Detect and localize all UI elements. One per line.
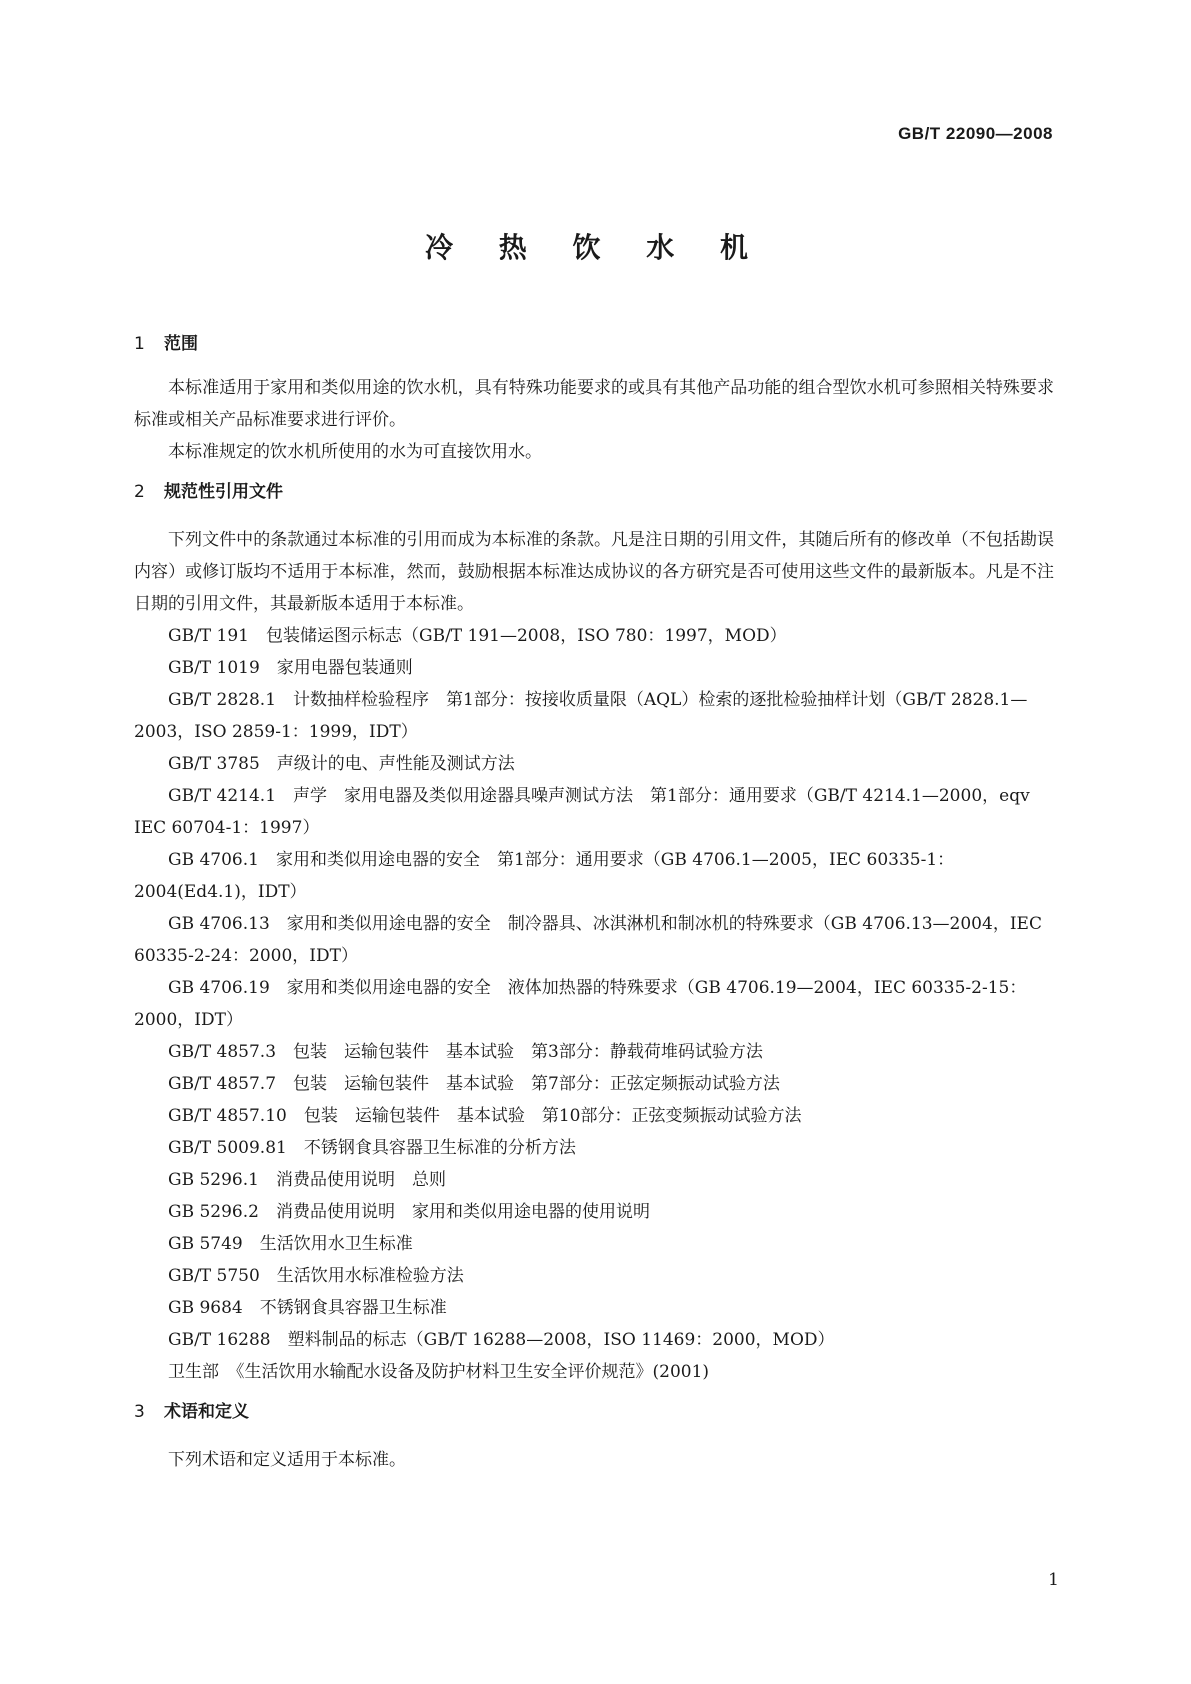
reference-item: GB/T 1019 家用电器包装通则 xyxy=(168,658,413,678)
document-title: 冷 热 饮 水 机 xyxy=(425,231,766,264)
reference-item: GB/T 4214.1 声学 家用电器及类似用途器具噪声测试方法 第1部分：通用要求（GB/T 4214.1—2000，eqv IEC 60704-1：1997） xyxy=(134,786,1030,838)
section-1-heading xyxy=(134,330,1054,358)
section-number: 2 xyxy=(134,482,145,502)
terms-paragraph: 下列术语和定义适用于本标准。 xyxy=(168,1450,406,1470)
reference-item: GB 5296.1 消费品使用说明 总则 xyxy=(168,1170,446,1190)
reference-item: GB 4706.19 家用和类似用途电器的安全 液体加热器的特殊要求（GB 4706.19—2004，IEC 60335-2-15：2000，IDT） xyxy=(134,978,1027,1030)
reference-item: GB 5296.2 消费品使用说明 家用和类似用途电器的使用说明 xyxy=(168,1202,650,1222)
reference-item: GB 5749 生活饮用水卫生标准 xyxy=(168,1234,413,1254)
page-number: 1 xyxy=(1048,1570,1059,1590)
section-number: 3 xyxy=(134,1402,145,1422)
reference-item: GB 9684 不锈钢食具容器卫生标准 xyxy=(168,1298,447,1318)
scope-paragraph: 本标准适用于家用和类似用途的饮水机，具有特殊功能要求的或具有其他产品功能的组合型饮水机可参照相关特殊要求标准或相关产品标准要求进行评价。 xyxy=(134,378,1054,430)
reference-item: GB/T 191 包装储运图示标志（GB/T 191—2008，ISO 780：1997，MOD） xyxy=(168,626,787,646)
reference-item: GB/T 4857.10 包装 运输包装件 基本试验 第10部分：正弦变频振动试验方法 xyxy=(168,1106,802,1126)
reference-item: GB/T 3785 声级计的电、声性能及测试方法 xyxy=(168,754,515,774)
section-title: 范围 xyxy=(164,334,198,354)
section-3-heading xyxy=(134,1398,1054,1426)
scope-paragraph: 本标准规定的饮水机所使用的水为可直接饮用水。 xyxy=(168,442,542,462)
reference-item: GB/T 5009.81 不锈钢食具容器卫生标准的分析方法 xyxy=(168,1138,576,1158)
section-2-heading xyxy=(134,478,1054,506)
references-intro: 下列文件中的条款通过本标准的引用而成为本标准的条款。凡是注日期的引用文件，其随后所有的修改单（不包括勘误内容）或修订版均不适用于本标准，然而，鼓励根据本标准达成协议的各方研究是否可使用这些文件的最新版本。凡是不注日期的引用文件，其最新版本适用于本标准。 xyxy=(134,530,1054,614)
reference-item: GB/T 16288 塑料制品的标志（GB/T 16288—2008，ISO 11469：2000，MOD） xyxy=(168,1330,835,1350)
reference-item: GB 4706.1 家用和类似用途电器的安全 第1部分：通用要求（GB 4706.1—2005，IEC 60335-1：2004(Ed4.1)，IDT） xyxy=(134,850,955,902)
reference-item: GB/T 2828.1 计数抽样检验程序 第1部分：按接收质量限（AQL）检索的逐批检验抽样计划（GB/T 2828.1—2003，ISO 2859-1：1999，IDT） xyxy=(134,690,1028,742)
document-body xyxy=(134,330,1054,1476)
reference-item: GB/T 5750 生活饮用水标准检验方法 xyxy=(168,1266,464,1286)
reference-item: GB/T 4857.3 包装 运输包装件 基本试验 第3部分：静载荷堆码试验方法 xyxy=(168,1042,763,1062)
section-title: 术语和定义 xyxy=(164,1402,249,1422)
standard-code: GB/T 22090—2008 xyxy=(898,124,1053,143)
reference-list xyxy=(134,620,1054,1388)
section-number: 1 xyxy=(134,334,145,354)
reference-item: 卫生部 《生活饮用水输配水设备及防护材料卫生安全评价规范》(2001) xyxy=(168,1362,710,1382)
reference-item: GB/T 4857.7 包装 运输包装件 基本试验 第7部分：正弦定频振动试验方法 xyxy=(168,1074,780,1094)
reference-item: GB 4706.13 家用和类似用途电器的安全 制冷器具、冰淇淋机和制冰机的特殊要求（GB 4706.13—2004，IEC 60335-2-24：2000，IDT） xyxy=(134,914,1042,966)
section-title: 规范性引用文件 xyxy=(164,482,283,502)
